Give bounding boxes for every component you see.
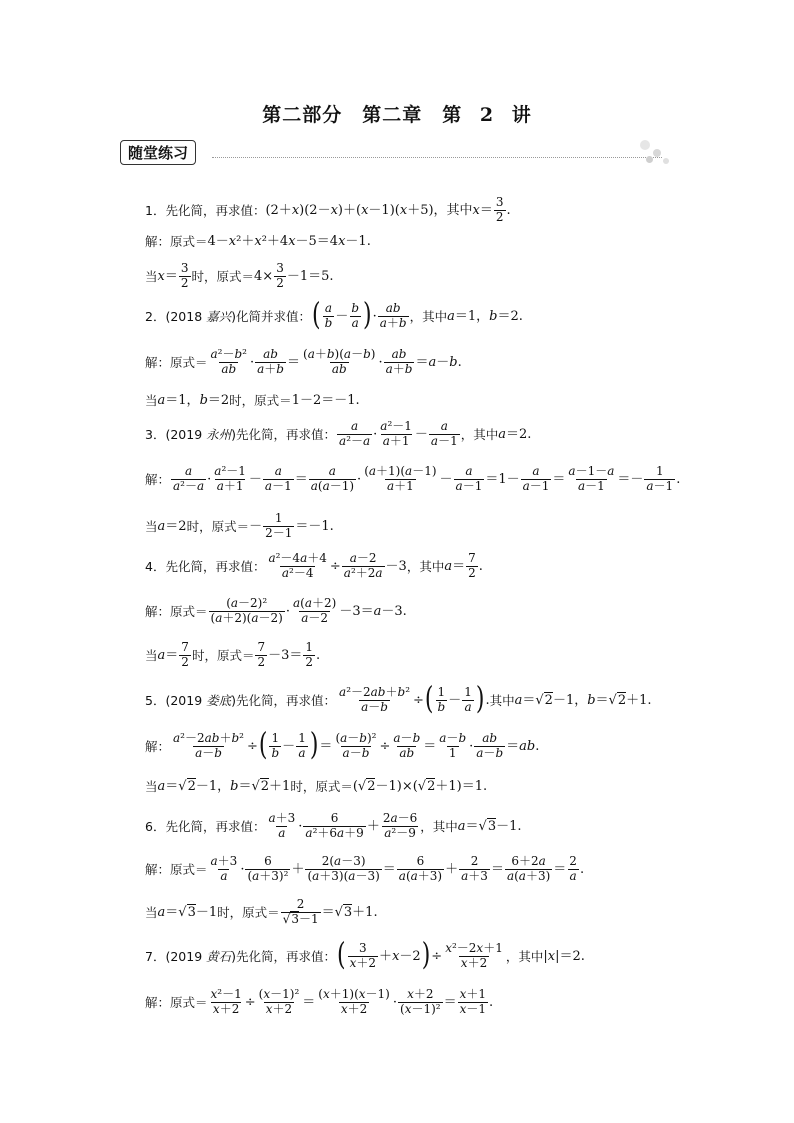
banner-dot (646, 156, 653, 163)
problem-6-question: 6．先化简，再求值： $\frac{a+3}{a}$ · $\frac{6}{\text{a²＋6a＋9}}$ ＋ $\frac{2a-6}{\text{a²－9}}$ ，其中 a ＝√ 3 －1. (145, 811, 522, 840)
problem-7-question: 7．(2019 黄石)先化简，再求值： ( $\frac{3}{x+2}$ ＋ x －2 ) ÷ $\frac{\text{x²－2x＋1}}{x+2}$ ，其中 | x |＝2. (145, 937, 585, 973)
problem-3-solution: 解： $\frac{a}{\text{a²－a}}$ · $\frac{\text{a²－1}}{a+1}$ － $\frac{a}{a-1}$ ＝ $\frac{a}{a(a-1)}$ · $\frac{(a+1)(a-1)}{a+1}$ － $\frac{a}{a-1}$ ＝1－ $\frac{a}{a-1}$ ＝ $\frac{a-1-a}{a-1}$ ＝－ $\frac{1}{a-1}$ . (145, 464, 681, 493)
section-banner (120, 140, 675, 166)
problem-1-evaluation: 当 x ＝ $\frac{3}{2}$ 时，原式＝ 4× $\frac{3}{2}$ －1＝5. (145, 261, 334, 290)
problem-7-solution: 解：原式＝ $\frac{\text{x²－1}}{x+2}$ ÷ $\frac{\text{(x－1)²}}{x+2}$ ＝ $\frac{(x+1)(x-1)}{x+2}$ · $\frac{x+2}{\text{(x－1)²}}$ ＝ $\frac{x+1}{x-1}$ . (145, 987, 494, 1016)
problem-5-question: 5．(2019 娄底)先化简，再求值： $\frac{\text{a²－2ab＋b²}}{a-b}$ ÷ ( $\frac{1}{b}$ － $\frac{1}{a}$ ) . 其中 a ＝√ 2 －1， b ＝√ 2 ＋1. (145, 681, 652, 717)
problem-6-solution: 解：原式＝ $\frac{a+3}{a}$ · $\frac{6}{\text{(a＋3)²}}$ ＋ $\frac{2(a-3)}{(a+3)(a-3)}$ ＝ $\frac{6}{a(a+3)}$ ＋ $\frac{2}{a+3}$ ＝ $\frac{6+2a}{a(a+3)}$ ＝ $\frac{2}{a}$ . (145, 854, 585, 883)
banner-label: 随堂练习 (120, 140, 196, 165)
problem-1-question: 1．先化简，再求值： (2＋ x )(2－ x )＋( x －1)( x ＋5)，其中 x ＝ $\frac{3}{2}$ . (145, 195, 511, 224)
problem-1-solution: 解：原式＝ 4－ x ²＋ x ²＋4 x －5＝4 x －1. (145, 234, 371, 250)
problem-2-solution: 解：原式＝ $\frac{\text{a²－b²}}{ab}$ · $\frac{ab}{a+b}$ ＝ $\frac{(a+b)(a-b)}{ab}$ · $\frac{ab}{a+b}$ ＝ a － b . (145, 347, 462, 376)
problem-2-question: 2．(2018 嘉兴)化简并求值： ( $\frac{a}{b}$ － $\frac{b}{a}$ ) · $\frac{ab}{a+b}$ ，其中 a ＝1， b ＝2. (145, 297, 523, 333)
problem-3-question: 3．(2019 永州)先化简，再求值： $\frac{a}{\text{a²－a}}$ · $\frac{\text{a²－1}}{a+1}$ － $\frac{a}{a-1}$ ，其中 a ＝2. (145, 419, 532, 448)
banner-dot (640, 140, 650, 150)
problem-4-question: 4．先化简，再求值： $\frac{\text{a²－4a＋4}}{\text{a²－4}}$ ÷ $\frac{a-2}{\text{a²＋2a}}$ －3 ，其中 a ＝ $\frac{7}{2}$ . (145, 551, 483, 580)
problem-6-evaluation: 当 a ＝√ 3 －1 时，原式＝ $\frac{2}{√3-1}$ ＝√ 3 ＋1. (145, 897, 378, 926)
problem-3-evaluation: 当 a ＝2 时，原式＝ － $\frac{1}{2-1}$ ＝－1. (145, 511, 334, 540)
banner-divider (212, 157, 662, 158)
problem-5-solution: 解： $\frac{\text{a²－2ab＋b²}}{a-b}$ ÷ ( $\frac{1}{b}$ － $\frac{1}{a}$ ) ＝ $\frac{\text{(a－b)²}}{a-b}$ ÷ $\frac{a-b}{ab}$ ＝ $\frac{a-b}{1}$ · $\frac{ab}{a-b}$ ＝ ab . (145, 727, 540, 763)
problem-5-evaluation: 当 a ＝√ 2 －1， b ＝√ 2 ＋1 时，原式＝ (√ 2 －1)×(√ 2 ＋1)＝1. (145, 778, 488, 794)
banner-dot (653, 149, 661, 157)
problem-2-evaluation: 当 a ＝1， b ＝2 时，原式＝ 1－2＝－1. (145, 393, 360, 409)
banner-dot (663, 158, 669, 164)
problem-4-evaluation: 当 a ＝ $\frac{7}{2}$ 时，原式＝ $\frac{7}{2}$ －3＝ $\frac{1}{2}$ . (145, 640, 321, 669)
page-title: 第二部分 第二章 第 2 讲 (262, 104, 532, 126)
problem-4-solution: 解：原式＝ $\frac{\text{(a－2)²}}{(a+2)(a-2)}$ · $\frac{a(a+2)}{a-2}$ －3＝ a －3. (145, 596, 407, 625)
